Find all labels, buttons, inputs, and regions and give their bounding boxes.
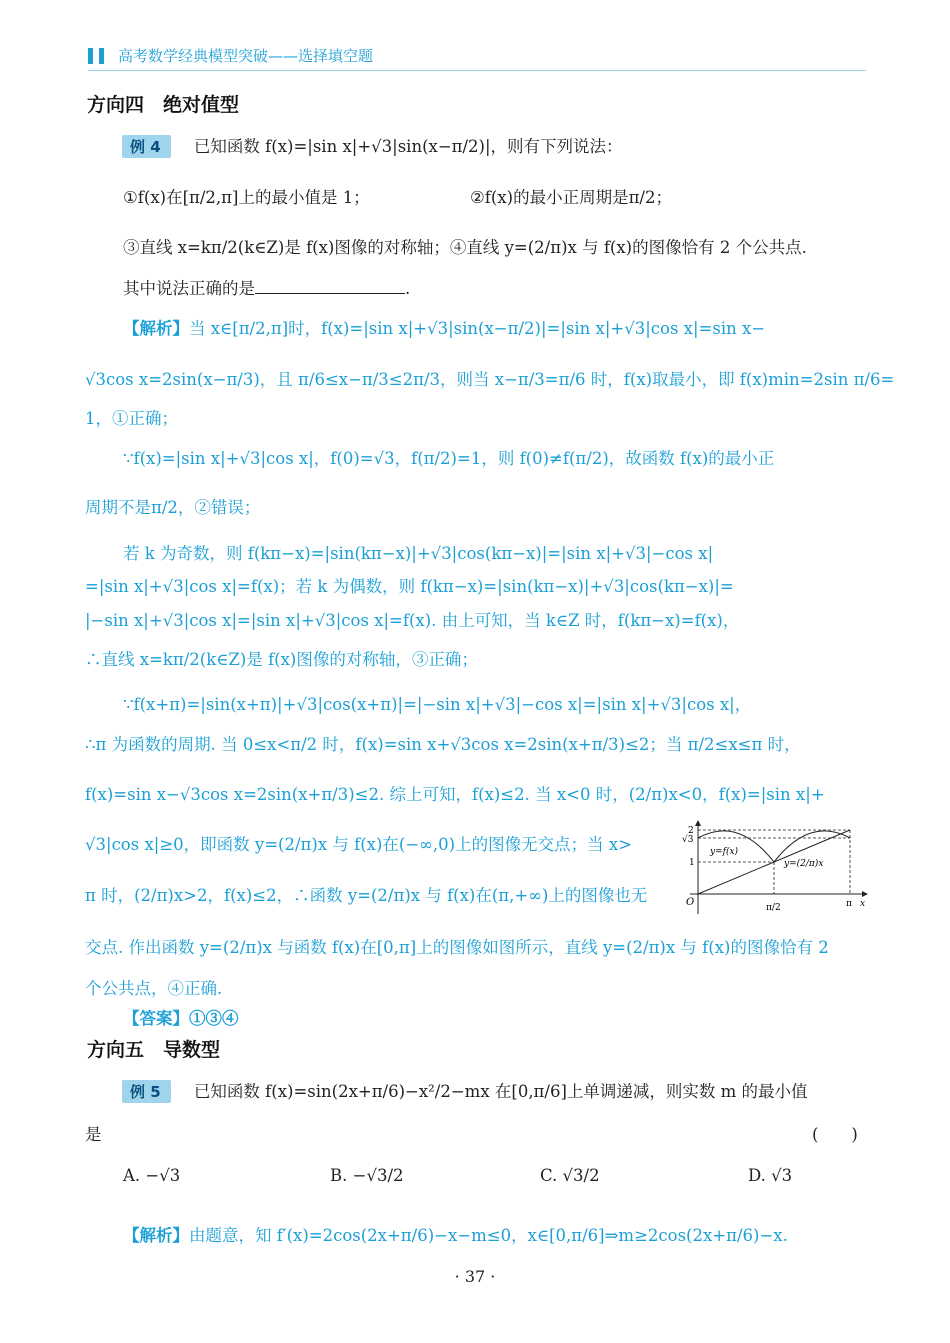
solution5-label: 【解析】 <box>123 1226 189 1245</box>
x-axis-label: x <box>860 899 866 909</box>
example4-stem: 已知函数 f(x)=|sin x|+√3|sin(x−π/2)|，则有下列说法： <box>193 137 623 156</box>
solution5-text: 由题意，知 f′(x)=2cos(2x+π/6)−x−m≤0，x∈[0,π/6]⇒m≥2cos(2x+π/6)−x. <box>189 1226 788 1245</box>
tick-ysqrt3: √3 <box>682 835 694 845</box>
solution4-line-14: π 时，(2/π)x>2，f(x)≤2，∴函数 y=(2/π)x 与 f(x)在(π,+∞)上的图像也无 <box>85 886 648 905</box>
header-divider <box>88 70 866 71</box>
section-four-title: 方向四 绝对值型 <box>87 94 240 116</box>
page-header <box>88 44 866 72</box>
tick-pi: π <box>846 899 852 909</box>
statement-1: ①f(x)在[π/2,π]上的最小值是 1； <box>123 188 370 207</box>
solution4-line-3: 1，①正确； <box>85 409 178 428</box>
option-c: C. √3/2 <box>540 1166 600 1185</box>
question-end: . <box>405 279 411 298</box>
solution4-line-4: ∵f(x)=|sin x|+√3|cos x|，f(0)=√3，f(π/2)=1，则 f(0)≠f(π/2)，故函数 f(x)的最小正 <box>123 449 775 468</box>
statement-2: ②f(x)的最小正周期是π/2； <box>470 188 672 207</box>
solution4-line-7: =|sin x|+√3|cos x|=f(x)；若 k 为偶数，则 f(kπ−x)=|sin(kπ−x)|+√3|cos(kπ−x)|= <box>85 577 734 596</box>
tick-y2: 2 <box>688 826 694 836</box>
example5-stem-2: 是 <box>85 1125 102 1144</box>
option-d: D. √3 <box>748 1166 793 1185</box>
statements-3-4: ③直线 x=kπ/2(k∈Z)是 f(x)图像的对称轴；④直线 y=(2/π)x 与 f(x)的图像恰有 2 个公共点. <box>123 238 807 257</box>
solution4-line-1: 【解析】当 x∈[π/2,π]时，f(x)=|sin x|+√3|sin(x−π/2)|=|sin x|+√3|cos x|=sin x− <box>123 319 766 338</box>
example5-badge: 例 5 <box>122 1080 171 1103</box>
solution4-line-5: 周期不是π/2，②错误； <box>85 498 261 517</box>
example5-stem: 已知函数 f(x)=sin(2x+π/6)−x²/2−mx 在[0,π/6]上单调递减，则实数 m 的最小值 <box>193 1082 808 1101</box>
question-line <box>123 275 410 299</box>
page-number: · 37 · <box>454 1267 496 1286</box>
x-axis-arrow <box>862 891 868 897</box>
header-title: 高考数学经典模型突破——选择填空题 <box>118 47 374 65</box>
solution4-line-13: √3|cos x|≥0，即函数 y=(2/π)x 与 f(x)在(−∞,0)上的图像无交点；当 x> <box>85 835 632 854</box>
function-graph <box>680 818 870 918</box>
solution4-line-8: |−sin x|+√3|cos x|=|sin x|+√3|cos x|=f(x). 由上可知，当 k∈Z 时，f(kπ−x)=f(x)， <box>85 611 740 630</box>
label-fx: y=f(x) <box>710 847 739 857</box>
tick-y1: 1 <box>689 858 695 868</box>
tick-half-pi: π/2 <box>766 903 781 913</box>
solution4-line-9: ∴直线 x=kπ/2(k∈Z)是 f(x)图像的对称轴，③正确； <box>85 650 478 669</box>
option-b: B. −√3/2 <box>330 1166 404 1185</box>
answer-paren: ( ) <box>812 1125 858 1144</box>
solution4-line-6: 若 k 为奇数，则 f(kπ−x)=|sin(kπ−x)|+√3|cos(kπ−x)|=|sin x|+√3|−cos x| <box>123 544 714 563</box>
answer4: 【答案】①③④ <box>123 1009 239 1028</box>
question-text: 其中说法正确的是 <box>123 279 255 298</box>
header-bars <box>88 48 110 68</box>
origin-label: O <box>686 897 695 908</box>
example4-stem-line <box>122 133 623 158</box>
solution4-line-12: f(x)=sin x−√3cos x=2sin(x+π/3)≤2. 综上可知，f(x)≤2. 当 x<0 时，(2/π)x<0，f(x)=|sin x|+ <box>85 785 825 804</box>
section-five-title: 方向五 导数型 <box>87 1039 221 1061</box>
y-axis-arrow <box>695 820 701 826</box>
answer-blank <box>255 279 405 294</box>
solution4-line-15: 交点. 作出函数 y=(2/π)x 与函数 f(x)在[0,π]上的图像如图所示，直线 y=(2/π)x 与 f(x)的图像恰有 2 <box>85 938 829 957</box>
example5-stem-line <box>122 1078 808 1103</box>
solution4-line-11: ∴π 为函数的周期. 当 0≤x<π/2 时，f(x)=sin x+√3cos x=2sin(x+π/3)≤2；当 π/2≤x≤π 时， <box>85 735 801 754</box>
solution5-line <box>123 1222 788 1246</box>
example4-badge: 例 4 <box>122 135 171 158</box>
solution4-line-10: ∵f(x+π)=|sin(x+π)|+√3|cos(x+π)|=|−sin x|+√3|−cos x|=|sin x|+√3|cos x|， <box>123 695 752 714</box>
label-line: y=(2/π)x <box>784 859 824 869</box>
solution4-line-16: 个公共点，④正确. <box>85 979 223 998</box>
option-a: A. −√3 <box>123 1166 181 1185</box>
solution4-label: 【解析】 <box>123 319 189 338</box>
solution4-line-2: √3cos x=2sin(x−π/3)，且 π/6≤x−π/3≤2π/3，则当 x−π/3=π/6 时，f(x)取最小，即 f(x)min=2sin π/6= <box>85 370 895 389</box>
